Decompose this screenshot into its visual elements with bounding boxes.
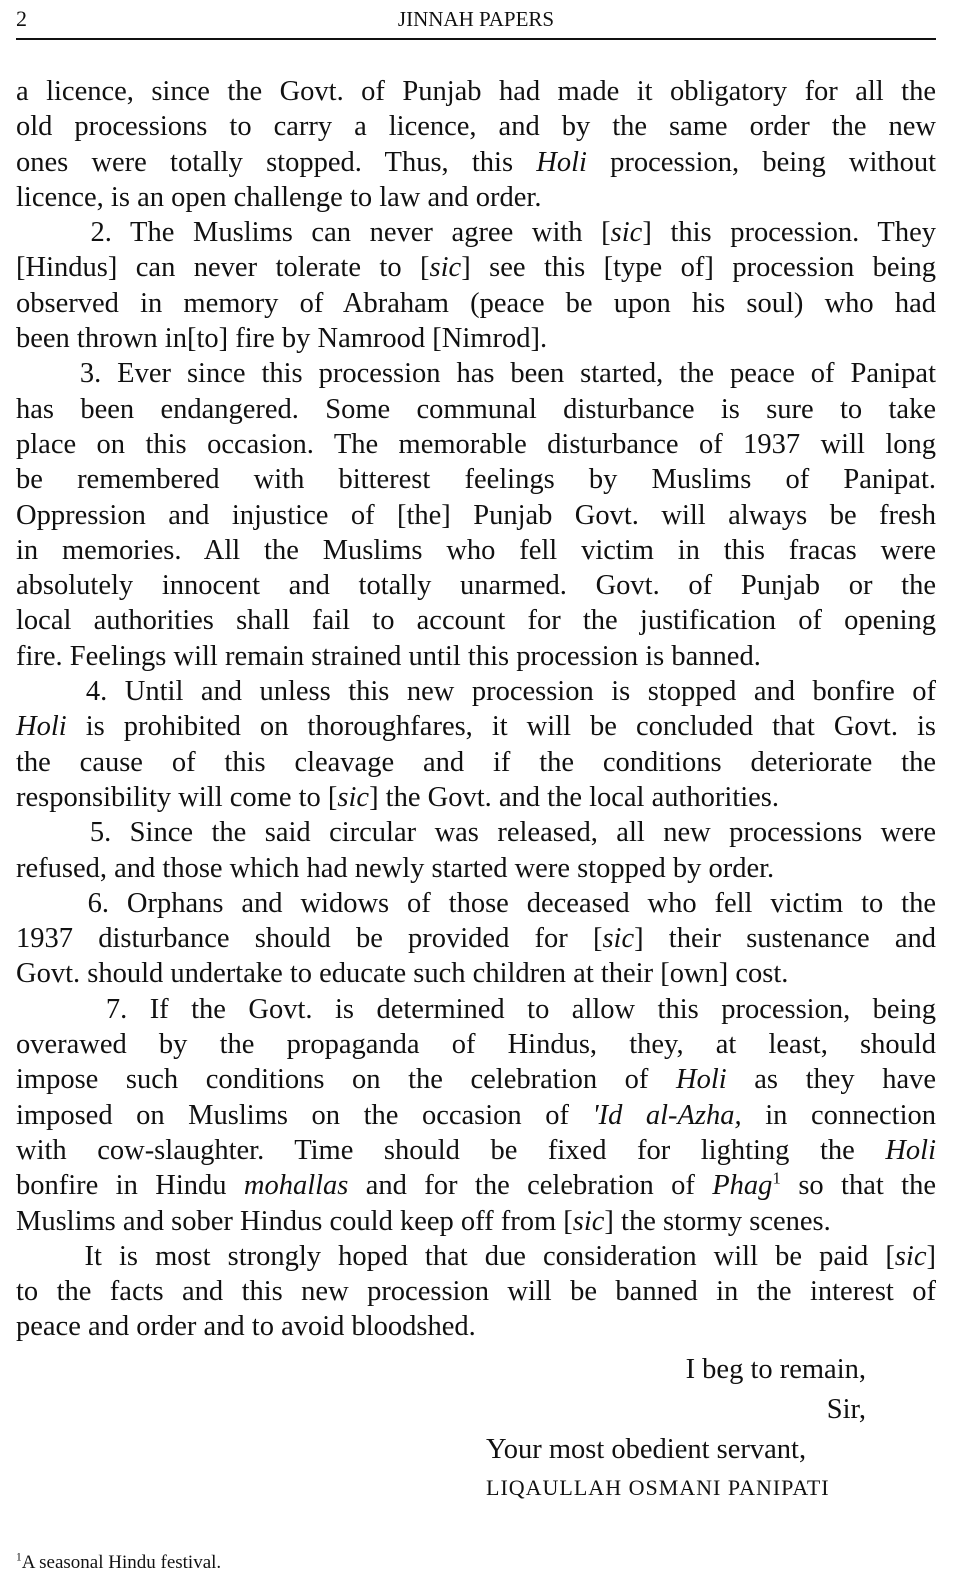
text-line: local authorities shall fail to account for the justification of opening [16,605,936,637]
text-line: imposed on Muslims on the occasion of 'Id al-Azha, in connection [16,1099,936,1131]
text-line: 4. Until and unless this new procession is stopped and bonfire of [16,676,936,708]
text-line: responsibility will come to [sic] the Govt. and the local authorities. [16,781,780,813]
text-line: licence, is an open challenge to law and order. [16,181,542,213]
text-line: peace and order and to avoid bloodshed. [16,1311,476,1343]
text-line: with cow-slaughter. Time should be fixed for lighting the Holi [16,1134,936,1166]
text-line: absolutely innocent and totally unarmed. Govt. of Punjab or the [16,570,936,602]
text-line: old processions to carry a licence, and by the same order the new [16,111,936,143]
text-line: Holi is prohibited on thoroughfares, it will be concluded that Govt. is [16,711,936,743]
paragraph-p7 [16,992,936,1239]
paragraph-p2 [16,215,936,356]
paragraph-p0 [16,74,936,215]
text-line: refused, and those which had newly started were stopped by order. [16,852,775,884]
text-line: 7. If the Govt. is determined to allow this procession, being [16,993,936,1025]
letter-body [16,74,936,1345]
text-line: a licence, since the Govt. of Punjab had made it obligatory for all the [16,76,936,107]
letter-closing [16,1350,936,1500]
text-line: place on this occasion. The memorable disturbance of 1937 will long [16,428,936,460]
paragraph-p4 [16,674,936,815]
text-line: Muslims and sober Hindus could keep off from [sic] the stormy scenes. [16,1205,831,1237]
paragraph-p5 [16,815,936,886]
text-line: fire. Feelings will remain strained until this procession is banned. [16,640,761,672]
text-line: be remembered with bitterest feelings by Muslims of Panipat. [16,464,936,496]
text-line: [Hindus] can never tolerate to [sic] see this [type of] procession being [16,252,937,284]
text-line: in memories. All the Muslims who fell victim in this fracas were [16,534,936,566]
text-line: Govt. should undertake to educate such children at their [own] cost. [16,958,789,990]
text-line: has been endangered. Some communal disturbance is sure to take [16,393,936,425]
text-line: 3. Ever since this procession has been started, the peace of Panipat [16,358,936,390]
closing-salutation: Sir, [826,1394,866,1425]
page-number: 2 [16,6,27,31]
text-line: the cause of this cleavage and if the conditions deteriorate the [16,746,936,778]
text-line: 5. Since the said circular was released, all new processions were [16,817,936,849]
text-line: Oppression and injustice of [the] Punjab Govt. will always be fresh [16,499,936,531]
page-header [16,4,936,40]
text-line: 6. Orphans and widows of those deceased who fell victim to the [16,887,936,919]
closing-servant: Your most obedient servant, [486,1434,807,1465]
running-title: JINNAH PAPERS [397,7,555,31]
signature: LIQAULLAH OSMANI PANIPATI [486,1475,830,1500]
text-line: impose such conditions on the celebration of Holi as they have [16,1064,937,1096]
text-line: to the facts and this new procession will be banned in the interest of [16,1276,936,1308]
text-line: observed in memory of Abraham (peace be upon his soul) who had [16,287,936,319]
footnote-marker: 1 [16,1551,22,1564]
paragraph-p8 [16,1239,936,1345]
text-line: ones were totally stopped. Thus, this Holi procession, being without [16,146,937,178]
text-line: 2. The Muslims can never agree with [sic] this procession. They [16,217,936,249]
text-line: 1937 disturbance should be provided for [sic] their sustenance and [16,923,936,955]
footnote-text: A seasonal Hindu festival. [21,1552,222,1573]
closing-remain: I beg to remain, [685,1354,866,1385]
paragraph-p3 [16,356,936,674]
text-line: been thrown in[to] fire by Namrood [Nimrod]. [16,323,548,355]
text-line: overawed by the propaganda of Hindus, they, at least, should [16,1029,936,1061]
footnote [16,1550,221,1576]
text-line: bonfire in Hindu mohallas and for the celebration of Phag$^1$ so that the [16,1168,936,1202]
text-line: It is most strongly hoped that due consideration will be paid [sic] [16,1240,936,1272]
paragraph-p6 [16,886,936,992]
